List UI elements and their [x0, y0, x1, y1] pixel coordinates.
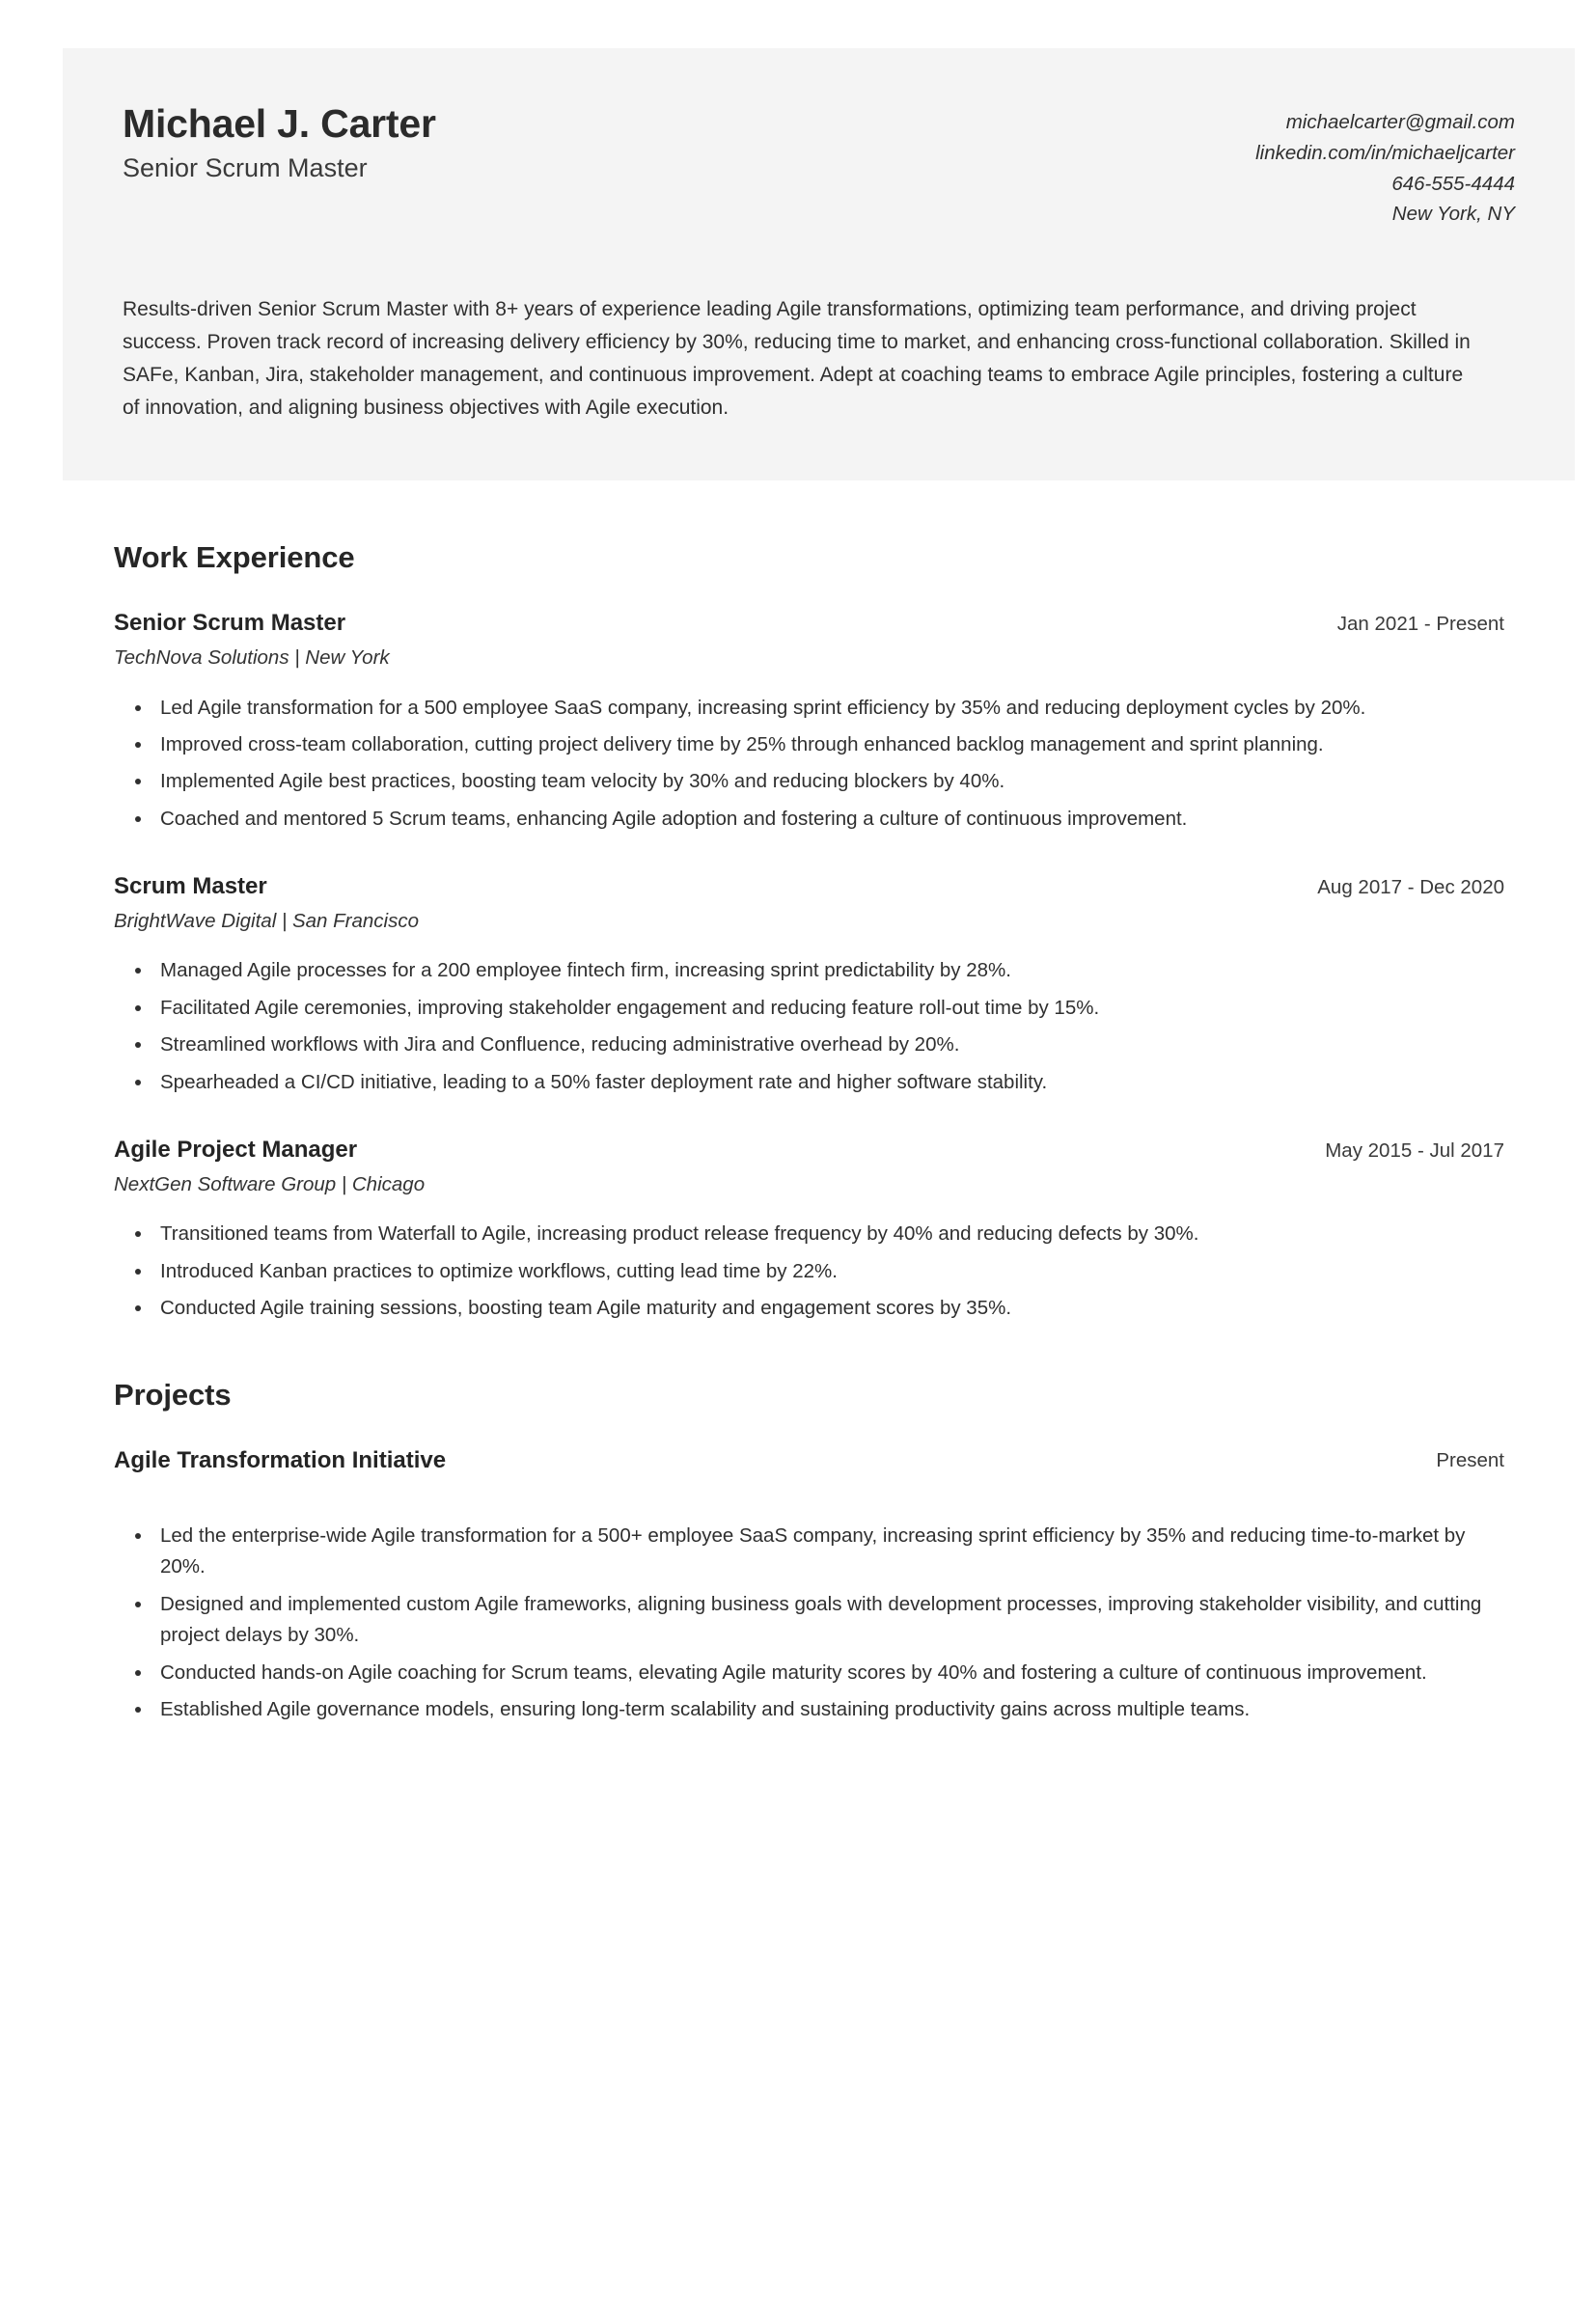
contact-block	[1255, 98, 1515, 230]
contact-phone[interactable]: 646-555-4444	[1391, 172, 1515, 195]
resume-entry	[114, 871, 1504, 1098]
bullet-item: Led the enterprise-wide Agile transformation for a 500+ employee SaaS company, increasing sprint efficiency by 35% and reducing time-to-market by 20%.	[156, 1521, 1504, 1583]
work-experience-entries	[114, 608, 1504, 1324]
bullet-item: Spearheaded a CI/CD initiative, leading to a 50% faster deployment rate and higher software stability.	[156, 1067, 1504, 1098]
section-projects	[114, 1378, 1504, 1725]
bullet-item: Conducted Agile training sessions, boosting team Agile maturity and engagement scores by 35%.	[156, 1293, 1504, 1324]
bullet-item: Led Agile transformation for a 500 employee SaaS company, increasing sprint efficiency by 35% and reducing deployment cycles by 20%.	[156, 693, 1504, 724]
entry-date-range: Present	[1436, 1449, 1504, 1472]
header-top-row	[123, 98, 1515, 230]
candidate-name: Michael J. Carter	[123, 101, 436, 146]
section-title-projects: Projects	[114, 1378, 232, 1413]
entry-date-range: May 2015 - Jul 2017	[1325, 1139, 1504, 1162]
section-title-work-experience: Work Experience	[114, 540, 355, 575]
entry-header-row	[114, 608, 1504, 639]
entry-bullet-list	[114, 693, 1504, 836]
bullet-item: Conducted hands-on Agile coaching for Scrum teams, elevating Agile maturity scores by 40% and fostering a culture of continuous improvement.	[156, 1658, 1504, 1688]
resume-entry	[114, 608, 1504, 835]
resume-entry	[114, 1445, 1504, 1725]
entry-bullet-list	[114, 955, 1504, 1098]
bullet-item: Managed Agile processes for a 200 employee fintech firm, increasing sprint predictability by 28%.	[156, 955, 1504, 986]
bullet-item: Coached and mentored 5 Scrum teams, enhancing Agile adoption and fostering a culture of continuous improvement.	[156, 804, 1504, 835]
resume-page	[0, 48, 1596, 2305]
bullet-item: Established Agile governance models, ensuring long-term scalability and sustaining productivity gains across multiple teams.	[156, 1694, 1504, 1725]
entry-bullet-list	[114, 1521, 1504, 1725]
identity-block	[123, 98, 436, 186]
entry-date-range: Jan 2021 - Present	[1336, 613, 1504, 636]
entry-date-range: Aug 2017 - Dec 2020	[1317, 876, 1504, 899]
entry-role: Agile Transformation Initiative	[114, 1447, 447, 1474]
entry-organization: TechNova Solutions | New York	[114, 645, 390, 669]
entry-header-row	[114, 1135, 1504, 1166]
projects-entries	[114, 1445, 1504, 1725]
section-work-experience	[114, 540, 1504, 1324]
professional-summary: Results-driven Senior Scrum Master with 8+ years of experience leading Agile transformations, optimizing team performance, and driving project success. Proven track record of increasing delivery efficiency by 30%, reducing time to market, and enhancing cross-functional collaboration. Skilled in SAFe, Kanban, Jira, stakeholder management, and continuous improvement. Adept at coaching teams to embrace Agile principles, fostering a culture of innovation, and aligning business objectives with Agile execution.	[123, 298, 1471, 420]
contact-email[interactable]: michaelcarter@gmail.com	[1285, 111, 1515, 133]
entry-role: Scrum Master	[114, 873, 267, 900]
entry-organization: BrightWave Digital | San Francisco	[114, 909, 419, 932]
entry-header-row	[114, 1445, 1504, 1476]
resume-entry	[114, 1135, 1504, 1325]
bullet-item: Introduced Kanban practices to optimize workflows, cutting lead time by 22%.	[156, 1256, 1504, 1287]
entry-role: Agile Project Manager	[114, 1136, 358, 1163]
entry-bullet-list	[114, 1219, 1504, 1324]
bullet-item: Streamlined workflows with Jira and Confluence, reducing administrative overhead by 20%.	[156, 1029, 1504, 1060]
candidate-job-title: Senior Scrum Master	[123, 153, 368, 183]
bullet-item: Implemented Agile best practices, boosting team velocity by 30% and reducing blockers by 40%.	[156, 766, 1504, 797]
bullet-item: Transitioned teams from Waterfall to Agile, increasing product release frequency by 40% and reducing defects by 30%.	[156, 1219, 1504, 1249]
bullet-item: Facilitated Agile ceremonies, improving stakeholder engagement and reducing feature roll-out time by 15%.	[156, 993, 1504, 1024]
bullet-item: Improved cross-team collaboration, cutting project delivery time by 25% through enhanced backlog management and sprint planning.	[156, 729, 1504, 760]
resume-header	[63, 48, 1575, 480]
entry-organization: NextGen Software Group | Chicago	[114, 1172, 426, 1195]
resume-body	[0, 540, 1596, 1725]
contact-linkedin[interactable]: linkedin.com/in/michaeljcarter	[1255, 141, 1515, 164]
bullet-item: Designed and implemented custom Agile frameworks, aligning business goals with development processes, improving stakeholder visibility, and cutting project delays by 30%.	[156, 1589, 1504, 1652]
entry-header-row	[114, 871, 1504, 902]
contact-location: New York, NY	[1391, 203, 1515, 226]
entry-role: Senior Scrum Master	[114, 610, 346, 637]
